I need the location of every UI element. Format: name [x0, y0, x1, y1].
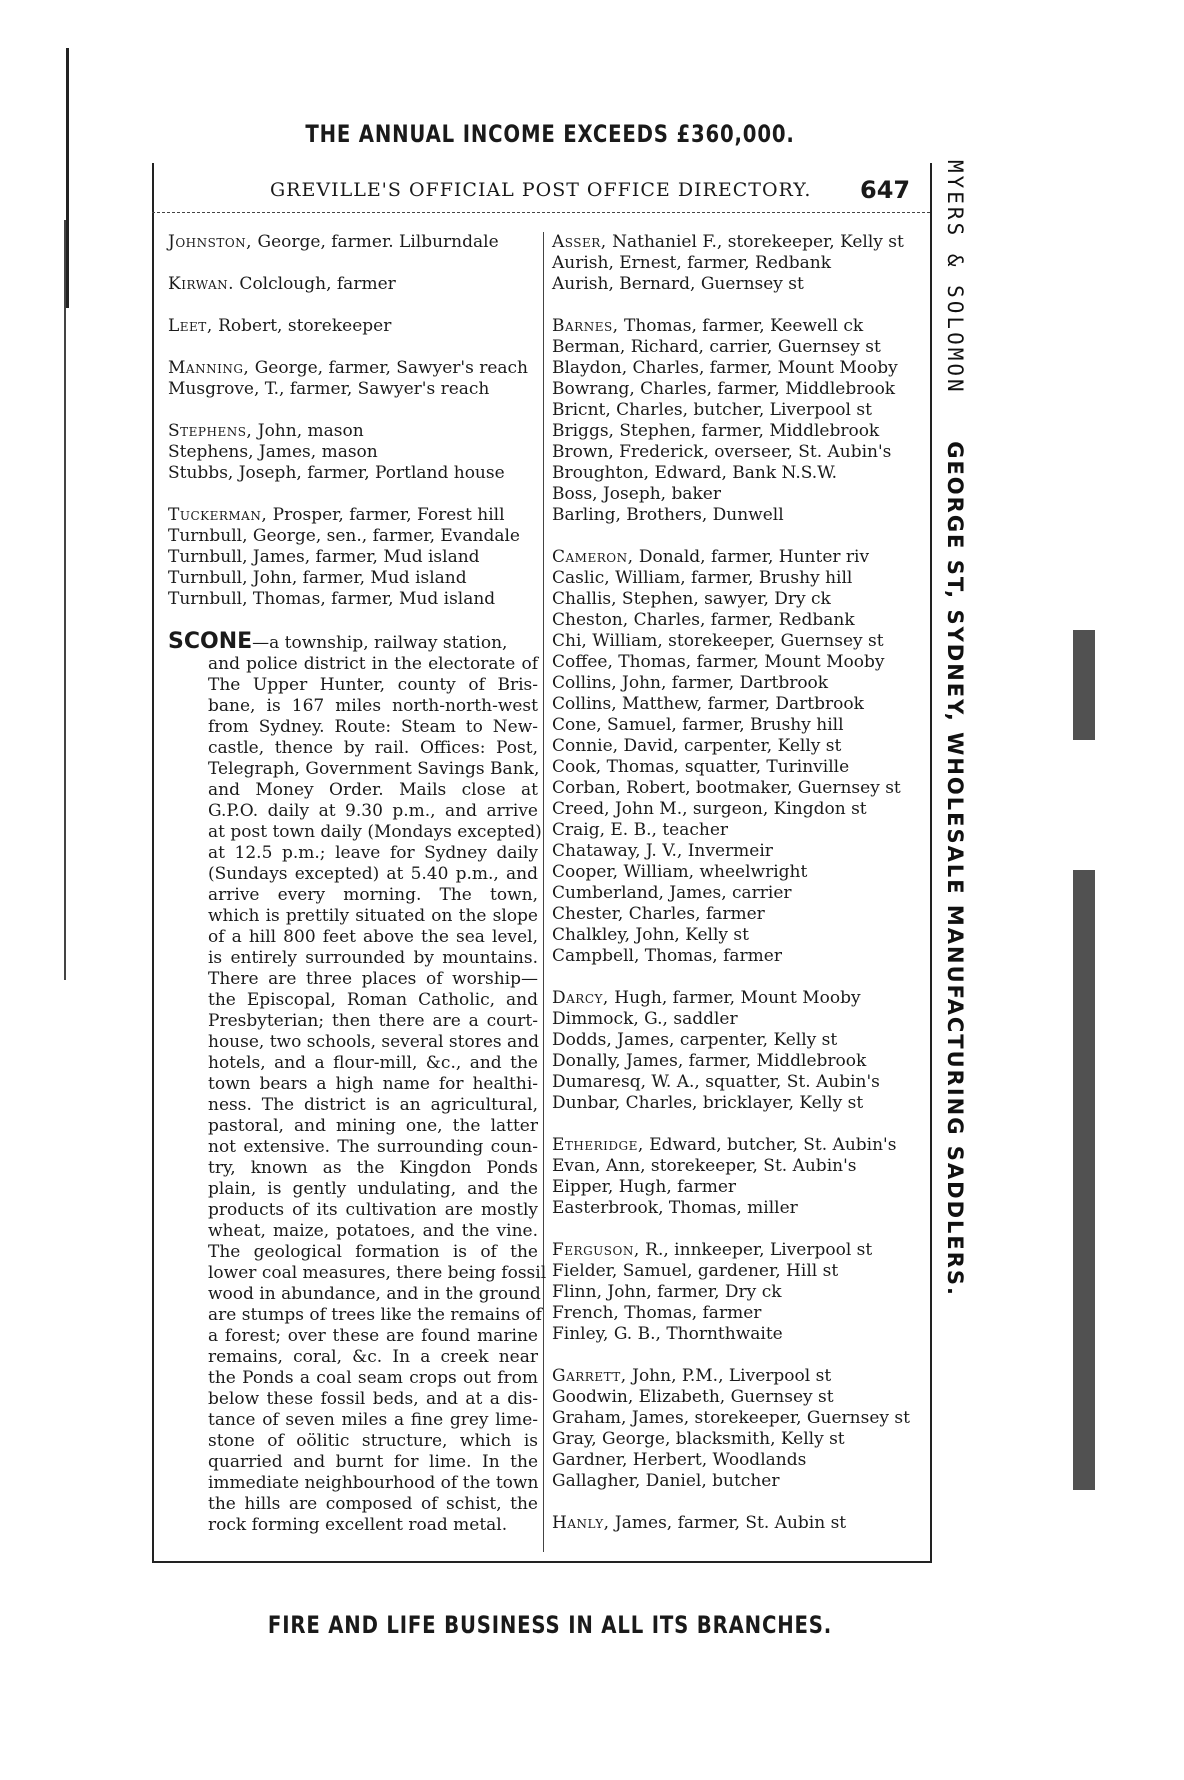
directory-entry: Broughton, Edward, Bank N.S.W. — [552, 463, 838, 483]
group-spacer — [168, 484, 538, 505]
directory-entry: Cook, Thomas, squatter, Turinville — [552, 757, 850, 777]
directory-entry: Boss, Joseph, baker — [552, 484, 721, 504]
directory-entry — [552, 1135, 922, 1156]
scone-description-line: not extensive. The surrounding coun- — [208, 1137, 538, 1157]
directory-entry — [552, 316, 922, 337]
directory-entry: Barling, Brothers, Dunwell — [552, 505, 784, 525]
directory-group — [552, 547, 922, 967]
entry-surname: Etheridge, — [552, 1135, 644, 1155]
directory-group — [552, 1135, 922, 1219]
entry-surname: Manning, — [168, 358, 250, 378]
directory-entry — [552, 1366, 922, 1387]
entry-details: Colclough, farmer — [234, 274, 396, 294]
entry-details: Thomas, farmer, Keewell ck — [618, 316, 864, 336]
scone-description-line: wood in abundance, and in the ground — [208, 1284, 541, 1304]
scone-description-line: remains, coral, &c. In a creek near — [208, 1347, 538, 1367]
group-spacer — [552, 1534, 922, 1555]
scone-description-line: Telegraph, Government Savings Bank, — [208, 759, 540, 779]
scone-description-line: plain, is gently undulating, and the — [208, 1179, 538, 1199]
directory-entry: Turnbull, Thomas, farmer, Mud island — [168, 589, 496, 609]
scone-description-line: immediate neighbourhood of the town — [208, 1473, 539, 1493]
entry-details: John, P.M., Liverpool st — [626, 1366, 832, 1386]
entry-details: Edward, butcher, St. Aubin's — [643, 1135, 897, 1155]
directory-entry: French, Thomas, farmer — [552, 1303, 762, 1323]
directory-entry: Cooper, William, wheelwright — [552, 862, 808, 882]
directory-group — [552, 1240, 922, 1345]
running-head: GREVILLE'S OFFICIAL POST OFFICE DIRECTORY. — [270, 179, 812, 201]
directory-group — [168, 232, 538, 253]
column-divider — [543, 232, 544, 1552]
left-column — [168, 232, 547, 1536]
scone-description-line: the Episcopal, Roman Catholic, and — [208, 990, 538, 1010]
directory-group — [552, 1366, 922, 1492]
scone-description-line: are stumps of trees like the remains of — [208, 1305, 542, 1325]
side-advert — [935, 160, 967, 1560]
entry-details: James, farmer, St. Aubin st — [609, 1513, 847, 1533]
directory-entry: Collins, Matthew, farmer, Dartbrook — [552, 694, 864, 714]
directory-entry: Connie, David, carpenter, Kelly st — [552, 736, 842, 756]
scone-description-line: pastoral, and mining one, the latter — [208, 1116, 538, 1136]
directory-entry — [168, 421, 538, 442]
entry-details: George, farmer, Sawyer's reach — [249, 358, 528, 378]
directory-group — [168, 316, 538, 337]
directory-entry: Fielder, Samuel, gardener, Hill st — [552, 1261, 839, 1281]
group-spacer — [552, 1219, 922, 1240]
directory-entry: Campbell, Thomas, farmer — [552, 946, 782, 966]
scone-entry — [168, 629, 547, 1536]
directory-entry — [552, 1513, 922, 1534]
directory-entry: Creed, John M., surgeon, Kingdon st — [552, 799, 867, 819]
directory-entry: Flinn, John, farmer, Dry ck — [552, 1282, 782, 1302]
scone-description-line: tance of seven miles a fine grey lime- — [208, 1410, 538, 1430]
scone-description-line: is entirely surrounded by mountains. — [208, 948, 538, 968]
scone-description-line: (Sundays excepted) at 5.40 p.m., and — [208, 864, 538, 884]
directory-entry: Gallagher, Daniel, butcher — [552, 1471, 780, 1491]
scone-description-line: Presbyterian; then there are a court- — [208, 1011, 538, 1031]
directory-entry: Chester, Charles, farmer — [552, 904, 765, 924]
directory-group — [552, 232, 922, 295]
directory-entry: Turnbull, James, farmer, Mud island — [168, 547, 480, 567]
directory-entry: Coffee, Thomas, farmer, Mount Mooby — [552, 652, 885, 672]
scone-description-line: ness. The district is an agricultural, — [208, 1095, 538, 1115]
entry-surname: Cameron, — [552, 547, 634, 567]
entry-surname: Leet, — [168, 316, 213, 336]
entry-surname: Ferguson, — [552, 1240, 640, 1260]
entry-surname: Hanly, — [552, 1513, 610, 1533]
group-spacer — [552, 1114, 922, 1135]
entry-surname: Asser, — [552, 232, 607, 252]
entry-details: Donald, farmer, Hunter riv — [633, 547, 870, 567]
scone-description-line: products of its cultivation are mostly — [208, 1200, 538, 1220]
directory-entry: Corban, Robert, bootmaker, Guernsey st — [552, 778, 901, 798]
side-advert-store: MYERS & SOLOMON — [943, 160, 967, 395]
directory-entry: Graham, James, storekeeper, Guernsey st — [552, 1408, 910, 1428]
directory-entry: Craig, E. B., teacher — [552, 820, 729, 840]
scone-description-line: a forest; over these are found marine — [208, 1326, 538, 1346]
directory-entry: Cone, Samuel, farmer, Brushy hill — [552, 715, 844, 735]
page-number: 647 — [860, 176, 911, 204]
entry-surname: Darcy, — [552, 988, 609, 1008]
directory-entry — [168, 316, 538, 337]
side-advert-address: GEORGE ST, SYDNEY, WHOLESALE MANUFACTURING SADDLERS. — [943, 441, 967, 1297]
entry-details: R., innkeeper, Liverpool st — [639, 1240, 873, 1260]
directory-entry: Gray, George, blacksmith, Kelly st — [552, 1429, 845, 1449]
directory-entry: Bowrang, Charles, farmer, Middlebrook — [552, 379, 896, 399]
scone-description-line: and police district in the electorate of — [208, 654, 538, 674]
entry-surname: Tuckerman, — [168, 505, 268, 525]
directory-entry: Stephens, James, mason — [168, 442, 378, 462]
group-spacer — [552, 295, 922, 316]
scone-description-line: rock forming excellent road metal. — [208, 1515, 508, 1535]
scone-description-line: G.P.O. daily at 9.30 p.m., and arrive — [208, 801, 538, 821]
directory-entry: Aurish, Bernard, Guernsey st — [552, 274, 804, 294]
group-spacer — [168, 400, 538, 421]
scan-artifact — [1073, 630, 1095, 740]
scone-description-line: town bears a high name for healthi- — [208, 1074, 538, 1094]
directory-entry — [168, 274, 538, 295]
scone-description-line: the Ponds a coal seam crops out from — [208, 1368, 538, 1388]
scone-first-text: —a township, railway station, — [252, 633, 508, 653]
scone-description-line: below these fossil beds, and at a dis- — [208, 1389, 538, 1409]
scan-artifact — [1073, 870, 1095, 1490]
group-spacer — [552, 1345, 922, 1366]
directory-entry: Turnbull, John, farmer, Mud island — [168, 568, 467, 588]
scone-description-line: The geological formation is of the — [208, 1242, 538, 1262]
directory-entry: Evan, Ann, storekeeper, St. Aubin's — [552, 1156, 857, 1176]
entry-surname: Kirwan. — [168, 274, 235, 294]
scone-description-line: castle, thence by rail. Offices: Post, — [208, 738, 538, 758]
group-spacer — [552, 526, 922, 547]
entry-surname: Stephens, — [168, 421, 253, 441]
directory-entry: Chataway, J. V., Invermeir — [552, 841, 773, 861]
directory-group — [552, 316, 922, 526]
scone-description-line: bane, is 167 miles north-north-west — [208, 696, 538, 716]
group-spacer — [168, 253, 538, 274]
scone-description-line: stone of oölitic structure, which is — [208, 1431, 538, 1451]
directory-entry: Chi, William, storekeeper, Guernsey st — [552, 631, 884, 651]
directory-entry: Collins, John, farmer, Dartbrook — [552, 673, 829, 693]
directory-entry: Gardner, Herbert, Woodlands — [552, 1450, 807, 1470]
directory-group — [168, 505, 538, 610]
scone-description-line: the hills are composed of schist, the — [208, 1494, 538, 1514]
entry-details: George, farmer. Lilburndale — [252, 232, 499, 252]
directory-entry — [552, 1240, 922, 1261]
directory-entry: Dimmock, G., saddler — [552, 1009, 738, 1029]
scone-description-line: wheat, maize, potatoes, and the vine. — [208, 1221, 538, 1241]
directory-entry: Berman, Richard, carrier, Guernsey st — [552, 337, 881, 357]
scone-description-line: at post town daily (Mondays excepted) — [208, 822, 542, 842]
directory-entry: Dodds, James, carpenter, Kelly st — [552, 1030, 838, 1050]
scone-description-line: lower coal measures, there being fossil — [208, 1263, 547, 1283]
directory-entry: Challis, Stephen, sawyer, Dry ck — [552, 589, 831, 609]
margin-rule — [64, 220, 66, 980]
entry-surname: Johnston, — [168, 232, 253, 252]
directory-group — [552, 1513, 922, 1534]
entry-details: Robert, storekeeper — [212, 316, 392, 336]
entry-surname: Garrett, — [552, 1366, 627, 1386]
directory-entry: Briggs, Stephen, farmer, Middlebrook — [552, 421, 880, 441]
scone-description-line: try, known as the Kingdon Ponds — [208, 1158, 538, 1178]
directory-entry — [552, 988, 922, 1009]
directory-entry: Caslic, William, farmer, Brushy hill — [552, 568, 853, 588]
directory-group — [168, 358, 538, 400]
group-spacer — [552, 967, 922, 988]
scone-description-line: at 12.5 p.m.; leave for Sydney daily — [208, 843, 538, 863]
scone-description-line: The Upper Hunter, county of Bris- — [208, 675, 538, 695]
entry-details: Nathaniel F., storekeeper, Kelly st — [606, 232, 904, 252]
scone-description-line: of a hill 800 feet above the sea level, — [208, 927, 538, 947]
directory-entry — [552, 547, 922, 568]
directory-entry: Turnbull, George, sen., farmer, Evandale — [168, 526, 520, 546]
entry-details: Prosper, farmer, Forest hill — [267, 505, 505, 525]
directory-entry — [168, 505, 538, 526]
directory-entry: Easterbrook, Thomas, miller — [552, 1198, 798, 1218]
directory-entry: Musgrove, T., farmer, Sawyer's reach — [168, 379, 490, 399]
banner-top: THE ANNUAL INCOME EXCEEDS £360,000. — [305, 120, 795, 148]
directory-entry — [552, 232, 922, 253]
scone-description-line: and Money Order. Mails close at — [208, 780, 538, 800]
scone-description-line: arrive every morning. The town, — [208, 885, 538, 905]
directory-entry: Goodwin, Elizabeth, Guernsey st — [552, 1387, 834, 1407]
group-spacer — [552, 1492, 922, 1513]
scone-first-line — [168, 631, 538, 654]
group-spacer — [168, 610, 538, 631]
header-rule — [152, 212, 930, 213]
scone-description-line: There are three places of worship— — [208, 969, 538, 989]
entry-details: Hugh, farmer, Mount Mooby — [608, 988, 861, 1008]
entry-surname: Barnes, — [552, 316, 619, 336]
group-spacer — [168, 295, 538, 316]
directory-entry: Donally, James, farmer, Middlebrook — [552, 1051, 867, 1071]
directory-entry: Chalkley, John, Kelly st — [552, 925, 749, 945]
scone-heading: SCONE — [168, 629, 253, 654]
directory-group — [168, 274, 538, 295]
directory-group — [552, 988, 922, 1114]
directory-entry — [168, 232, 538, 253]
directory-entry: Blaydon, Charles, farmer, Mount Mooby — [552, 358, 898, 378]
directory-entry: Finley, G. B., Thornthwaite — [552, 1324, 783, 1344]
directory-group — [168, 421, 538, 484]
directory-entry: Dunbar, Charles, bricklayer, Kelly st — [552, 1093, 864, 1113]
scone-description-line: which is prettily situated on the slope — [208, 906, 538, 926]
directory-entry: Aurish, Ernest, farmer, Redbank — [552, 253, 831, 273]
right-column — [552, 232, 922, 1555]
directory-entry — [168, 358, 538, 379]
directory-entry: Cheston, Charles, farmer, Redbank — [552, 610, 855, 630]
directory-entry: Brown, Frederick, overseer, St. Aubin's — [552, 442, 892, 462]
directory-entry: Dumaresq, W. A., squatter, St. Aubin's — [552, 1072, 880, 1092]
directory-entry: Bricnt, Charles, butcher, Liverpool st — [552, 400, 872, 420]
group-spacer — [168, 337, 538, 358]
directory-entry: Cumberland, James, carrier — [552, 883, 792, 903]
entry-details: John, mason — [252, 421, 364, 441]
scone-description-line: hotels, and a flour-mill, &c., and the — [208, 1053, 538, 1073]
directory-entry: Stubbs, Joseph, farmer, Portland house — [168, 463, 505, 483]
scone-description-line: house, two schools, several stores and — [208, 1032, 540, 1052]
margin-rule — [66, 48, 69, 308]
directory-entry: Eipper, Hugh, farmer — [552, 1177, 737, 1197]
banner-bottom: FIRE AND LIFE BUSINESS IN ALL ITS BRANCHES. — [267, 1611, 833, 1639]
scone-description-line: quarried and burnt for lime. In the — [208, 1452, 538, 1472]
scone-description-line: from Sydney. Route: Steam to New- — [208, 717, 538, 737]
